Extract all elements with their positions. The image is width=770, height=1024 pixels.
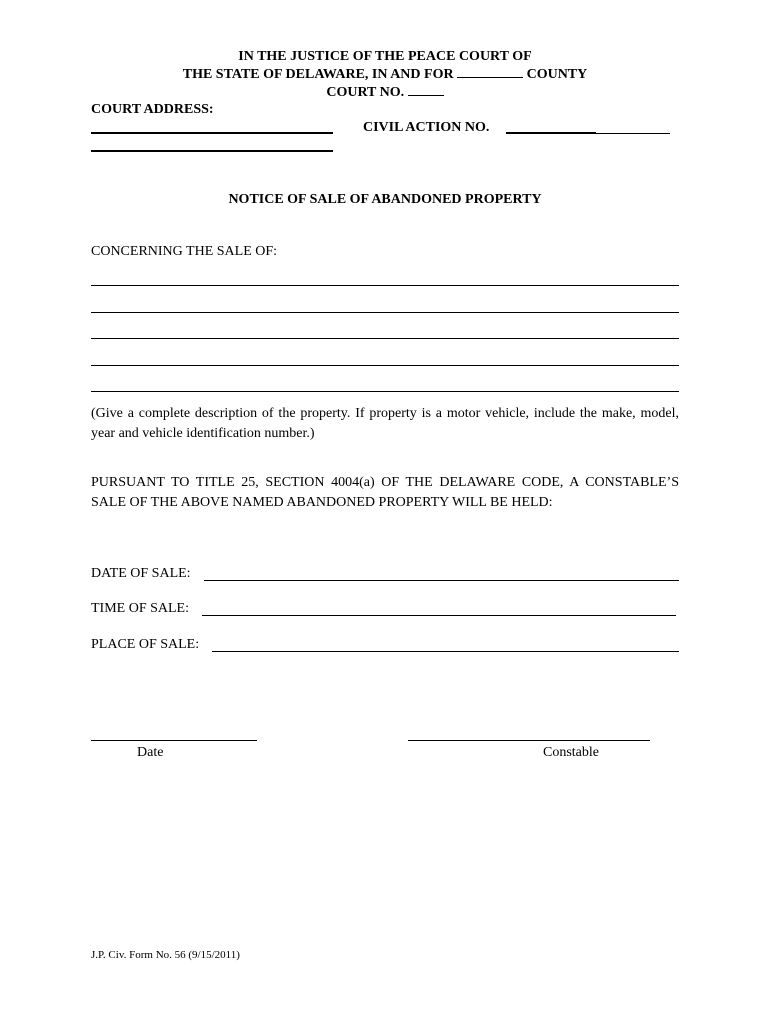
court-heading-line2: [0, 67, 770, 83]
court-heading-line2-suffix: COUNTY: [526, 67, 588, 82]
description-instructions: (Give a complete description of the property. If property is a motor vehicle, include the make, model, year and vehicle identification number.): [91, 406, 679, 441]
county-blank[interactable]: [457, 77, 523, 78]
civil-action-blank-bold[interactable]: [506, 132, 596, 134]
court-number-line: [0, 85, 770, 101]
court-heading-line2-prefix: THE STATE OF DELAWARE, IN AND FOR: [182, 67, 454, 82]
signature-date-label: Date: [137, 745, 164, 760]
court-address-label: COURT ADDRESS:: [91, 102, 214, 117]
court-number-blank[interactable]: [408, 95, 444, 96]
property-description-line[interactable]: [91, 338, 679, 339]
signature-date-line[interactable]: [91, 740, 257, 741]
signature-constable-line[interactable]: [408, 740, 650, 741]
court-heading-line1: IN THE JUSTICE OF THE PEACE COURT OF: [238, 49, 532, 64]
signature-constable-label: Constable: [543, 745, 599, 760]
place-of-sale-label: PLACE OF SALE:: [91, 637, 200, 652]
property-description-line[interactable]: [91, 312, 679, 313]
date-of-sale-field[interactable]: [204, 580, 679, 581]
civil-action-blank-thin[interactable]: [596, 133, 670, 134]
date-of-sale-label: DATE OF SALE:: [91, 566, 191, 581]
court-number-label: COURT NO.: [326, 85, 405, 100]
civil-action-label: CIVIL ACTION NO.: [363, 120, 490, 135]
pursuant-paragraph: PURSUANT TO TITLE 25, SECTION 4004(a) OF THE DELAWARE CODE, A CONSTABLE’S SALE OF THE ABOVE NAMED ABANDONED PROPERTY WILL BE HELD:: [91, 475, 679, 510]
form-identifier: J.P. Civ. Form No. 56 (9/15/2011): [91, 949, 240, 961]
court-address-line-2[interactable]: [91, 150, 333, 152]
place-of-sale-field[interactable]: [212, 651, 679, 652]
property-description-line[interactable]: [91, 285, 679, 286]
notice-title: NOTICE OF SALE OF ABANDONED PROPERTY: [228, 192, 542, 207]
property-description-line[interactable]: [91, 365, 679, 366]
time-of-sale-label: TIME OF SALE:: [91, 601, 189, 616]
time-of-sale-field[interactable]: [202, 615, 676, 616]
court-address-line-1[interactable]: [91, 132, 333, 134]
concerning-label: CONCERNING THE SALE OF:: [91, 244, 278, 259]
property-description-line[interactable]: [91, 391, 679, 392]
